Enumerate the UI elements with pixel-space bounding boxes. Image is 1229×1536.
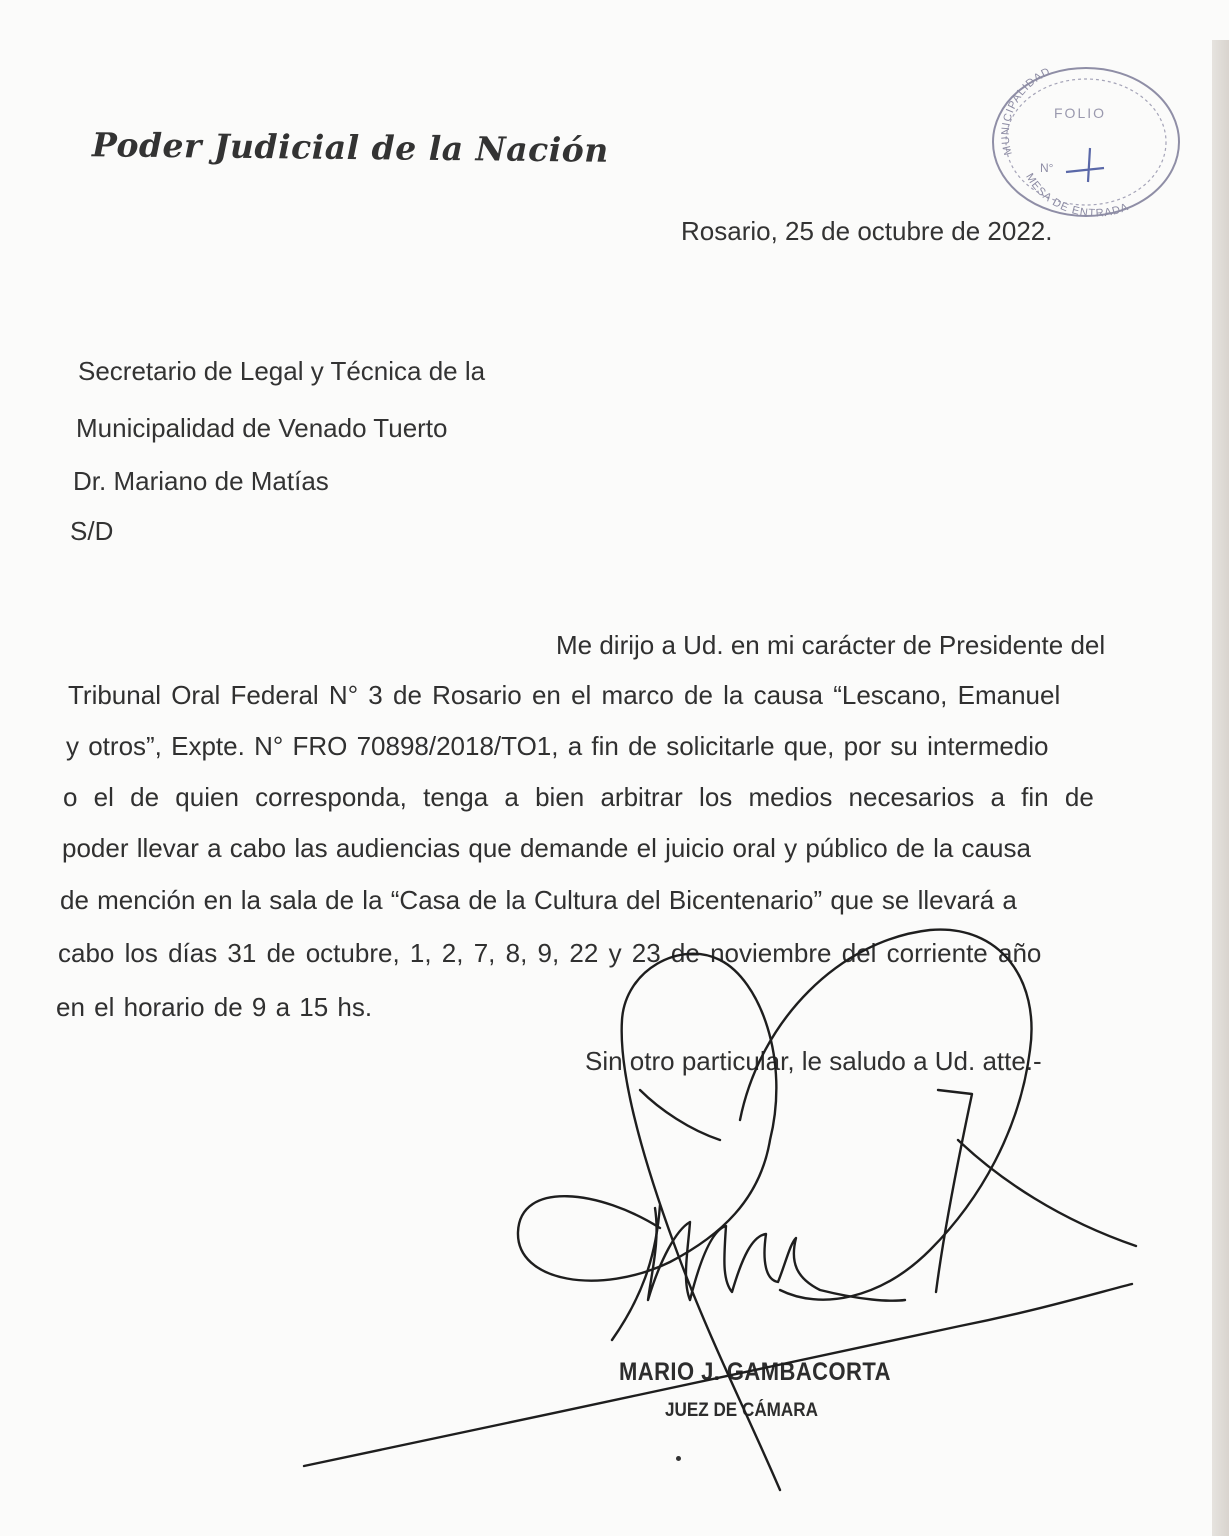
- addressee-line-2: Municipalidad de Venado Tuerto: [76, 413, 448, 443]
- closing-line: Sin otro particular, le saludo a Ud. atte.-: [585, 1046, 1042, 1076]
- stamp-number-label: N°: [1040, 161, 1054, 175]
- page-edge: [1212, 40, 1229, 1536]
- ink-dot: [676, 1456, 681, 1461]
- body-line-4: o el de quien corresponda, tenga a bien arbitrar los medios necesarios a fin de: [63, 782, 1094, 812]
- svg-text:MESA DE ENTRADA: [1023, 171, 1130, 218]
- addressee-line-1: Secretario de Legal y Técnica de la: [78, 356, 486, 386]
- signatory-name: MARIO J. GAMBACORTA: [619, 1358, 891, 1386]
- body-line-3: y otros”, Expte. N° FRO 70898/2018/TO1, a fin de solicitarle que, por su intermedio: [66, 731, 1049, 761]
- folio-stamp: [988, 58, 1184, 218]
- stamp-folio-label: FOLIO: [1054, 105, 1107, 121]
- signatory-title: JUEZ DE CÁMARA: [665, 1400, 818, 1421]
- svg-text:MUNICIPALIDAD: [1000, 65, 1053, 156]
- addressee-line-3: Dr. Mariano de Matías: [73, 466, 329, 496]
- date-line: Rosario, 25 de octubre de 2022.: [681, 216, 1053, 246]
- body-line-8: en el horario de 9 a 15 hs.: [56, 992, 373, 1022]
- body-line-7: cabo los días 31 de octubre, 1, 2, 7, 8, 9, 22 y 23 de noviembre del corriente año: [58, 938, 1042, 968]
- letterhead: Poder Judicial de la Nación: [91, 125, 609, 170]
- body-line-6: de mención en la sala de la “Casa de la Cultura del Bicentenario” que se llevará a: [60, 885, 1017, 915]
- addressee-line-4: S/D: [70, 516, 114, 546]
- body-line-2: Tribunal Oral Federal N° 3 de Rosario en el marco de la causa “Lescano, Emanuel: [68, 680, 1061, 710]
- body-line-1: Me dirijo a Ud. en mi carácter de Presidente del: [556, 630, 1106, 660]
- stamp-bottom-text: MESA DE ENTRADA: [1023, 171, 1131, 218]
- stamp-top-text: MUNICIPALIDAD: [999, 65, 1053, 157]
- body-line-5: poder llevar a cabo las audiencias que demande el juicio oral y público de la causa: [62, 833, 1031, 863]
